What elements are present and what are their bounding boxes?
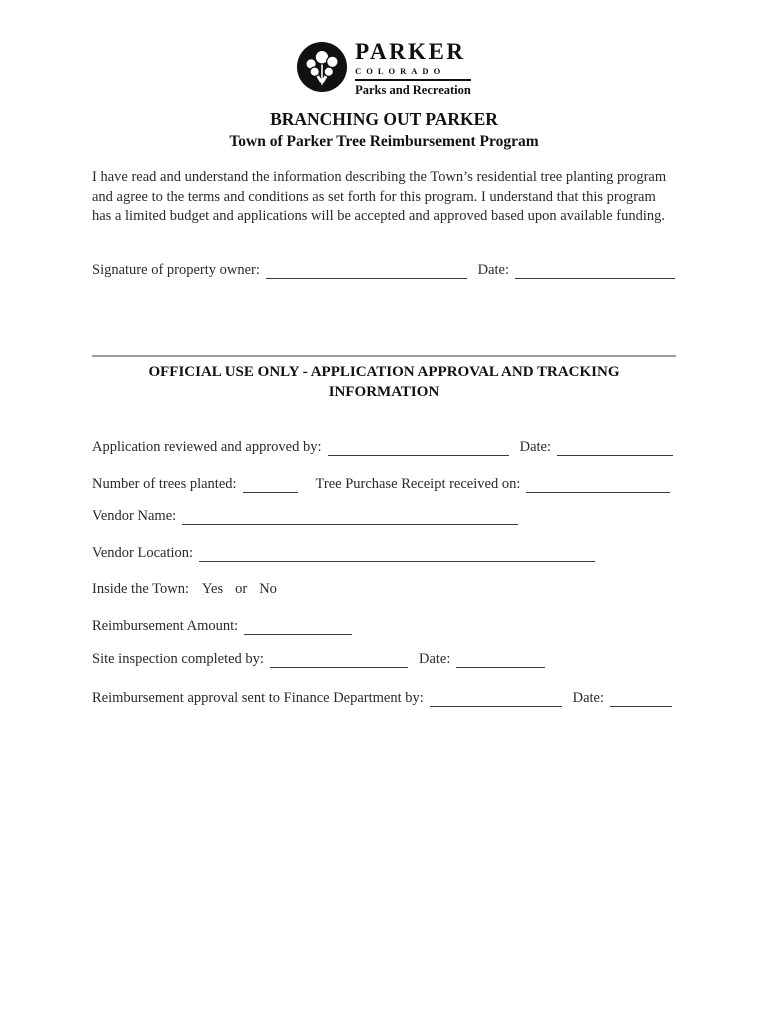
signature-date-label: Date: (477, 261, 509, 278)
finance-date-label: Date: (572, 689, 604, 706)
inside-town-option-no[interactable]: No (259, 580, 277, 597)
vendor-name-label: Vendor Name: (92, 507, 177, 524)
approved-by-label: Application reviewed and approved by: (92, 438, 322, 455)
reimbursement-amount-row (92, 617, 352, 635)
inside-town-row (92, 580, 676, 598)
page-title: BRANCHING OUT PARKER (270, 109, 498, 129)
site-inspection-date-field[interactable] (456, 650, 545, 668)
receipt-received-label: Tree Purchase Receipt received on: (315, 475, 521, 492)
inside-town-label: Inside the Town: (92, 580, 189, 597)
official-use-heading: OFFICIAL USE ONLY - APPLICATION APPROVAL AND TRACKING INFORMATION (148, 363, 620, 400)
approved-by-field[interactable] (328, 438, 509, 456)
signature-label: Signature of property owner: (92, 261, 260, 278)
signature-field[interactable] (266, 261, 467, 279)
logo-department: Parks and Recreation (355, 83, 471, 97)
receipt-received-field[interactable] (526, 475, 670, 493)
site-inspection-date-label: Date: (418, 650, 451, 667)
logo-rule (355, 79, 471, 81)
site-inspection-field[interactable] (270, 650, 408, 668)
logo-brand: PARKER (355, 39, 466, 64)
logo-state: COLORADO (355, 66, 446, 76)
finance-date-field[interactable] (610, 689, 672, 707)
vendor-name-field[interactable] (182, 507, 518, 525)
trees-planted-row (92, 475, 670, 493)
vendor-location-row (92, 544, 595, 562)
reimbursement-amount-label: Reimbursement Amount: (92, 617, 239, 634)
approved-by-row (92, 438, 673, 456)
site-inspection-label: Site inspection completed by: (92, 650, 264, 667)
parker-logo (92, 40, 676, 98)
tree-cluster-icon (297, 42, 347, 97)
vendor-location-field[interactable] (199, 544, 595, 562)
reimbursement-amount-field[interactable] (244, 617, 352, 635)
approved-date-field[interactable] (557, 438, 673, 456)
site-inspection-row (92, 650, 545, 668)
finance-approval-row (92, 689, 672, 707)
finance-approval-field[interactable] (430, 689, 562, 707)
vendor-location-label: Vendor Location: (92, 544, 194, 561)
finance-approval-label: Reimbursement approval sent to Finance Department by: (92, 689, 424, 706)
approved-date-label: Date: (519, 438, 551, 455)
logo-text-block (355, 40, 471, 98)
inside-town-option-yes[interactable]: Yes (201, 580, 224, 597)
signature-date-field[interactable] (515, 261, 675, 279)
inside-town-separator: or (235, 580, 248, 597)
trees-planted-label: Number of trees planted: (92, 475, 237, 492)
section-divider (92, 355, 676, 357)
vendor-name-row (92, 507, 518, 525)
signature-row (92, 261, 675, 279)
trees-planted-field[interactable] (243, 475, 298, 493)
intro-paragraph: I have read and understand the information describing the Town’s residential tree planting program and agree to the terms and conditions as set forth for this program. I understand that this program has a limited budget and applications will be accepted and approved based upon available funding. (92, 169, 667, 224)
page-subtitle: Town of Parker Tree Reimbursement Program (229, 133, 539, 150)
